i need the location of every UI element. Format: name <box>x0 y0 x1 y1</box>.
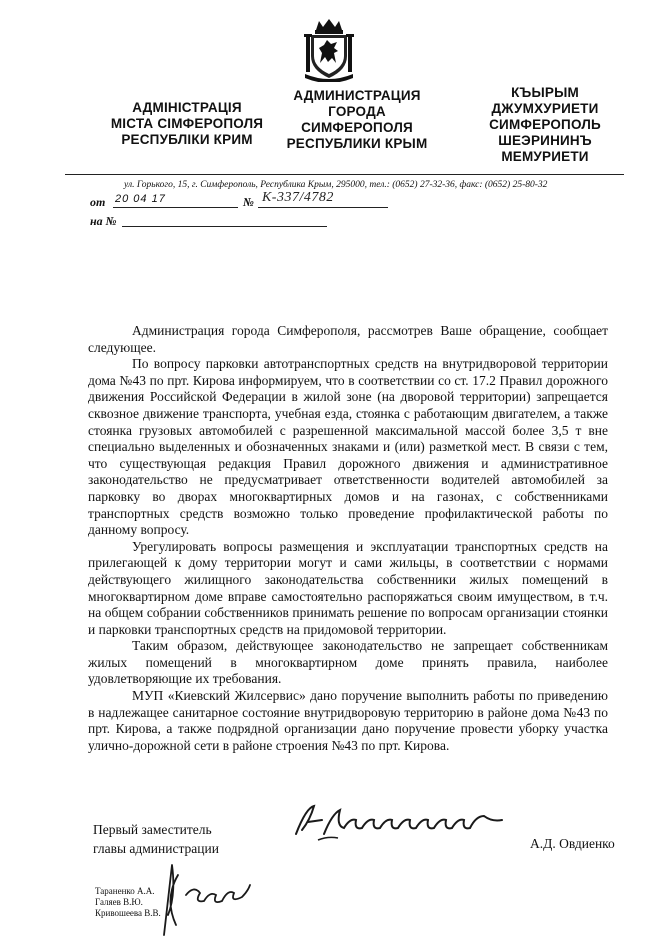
signatory-name: А.Д. Овдиенко <box>530 836 615 851</box>
reference-label: на № <box>90 214 117 228</box>
org-uk-line: АДМІНІСТРАЦІЯ <box>132 100 242 115</box>
org-name-ukrainian <box>92 100 282 148</box>
signatory-title-line: главы администрации <box>93 841 219 856</box>
body-paragraph: Администрация города Симферополя, рассмотрев Ваше обращение, сообщает следующее. <box>88 323 608 355</box>
handwritten-signature <box>288 800 523 845</box>
org-ru-line: АДМИНИСТРАЦИЯ <box>293 88 421 103</box>
body-paragraph: Таким образом, действующее законодательство не запрещает собственникам жилых помещений в многоквартирном доме принять правила, наиболее удовлетворяющие их требования. <box>88 638 608 687</box>
org-ru-line: ГОРОДА <box>328 104 386 119</box>
letter-body <box>88 323 608 754</box>
initials-signature <box>134 855 254 937</box>
executor-name: Галяев В.Ю. <box>95 897 143 907</box>
org-crh-line: ШЕЭРИНИНЪ <box>498 133 592 148</box>
org-address: ул. Горького, 15, г. Симферополь, Республика Крым, 295000, тел.: (0652) 27-32-36, факс: (0652) 25-80-32 <box>124 180 548 190</box>
org-uk-line: МІСТА СІМФЕРОПОЛЯ <box>110 116 264 131</box>
header-divider <box>65 174 624 175</box>
signatory-title-line: Первый заместитель <box>93 822 212 837</box>
org-crh-line: ДЖУМХУРИЕТИ <box>491 101 599 116</box>
org-ru-line: СИМФЕРОПОЛЯ <box>301 120 413 135</box>
reference-line <box>122 226 327 227</box>
executor-name: Тараненко А.А. <box>95 886 155 896</box>
number-label: № <box>243 195 254 209</box>
org-crh-line: СИМФЕРОПОЛЬ <box>489 117 601 132</box>
date-label: от <box>90 195 106 209</box>
body-paragraph: Урегулировать вопросы размещения и эксплуатации транспортных средств на прилегающей к дому территории могут и сами жильцы, в соответствии с нормами действующего жилищного законодательства собственники жилых помещений в многоквартирном доме вправе самостоятельно распоряжаться своим имуществом, в т.ч. на общем собрании собственников принимать решение по вопросам организации стоянки и парковки транспортных средств на придомовой территории. <box>88 538 608 637</box>
number-value: К-337/4782 <box>258 190 388 208</box>
coat-of-arms-icon <box>303 18 355 82</box>
body-paragraph: МУП «Киевский Жилсервис» дано поручение выполнить работы по приведению в надлежащее санитарное состояние внутридворовую территорию в районе дома №43 по прт. Кирова, а также подрядной организации дано поручение провести уборку участка улично-дорожной сети в районе строения №43 по прт. Кирова. <box>88 688 608 753</box>
date-value: 20 04 17 <box>113 193 238 208</box>
org-name-russian <box>268 88 446 152</box>
signatory-title <box>93 820 219 858</box>
org-uk-line: РЕСПУБЛІКИ КРИМ <box>121 132 253 147</box>
org-crh-line: МЕМУРИЕТИ <box>501 149 589 164</box>
org-crh-line: КЪЫРЫМ <box>511 85 579 100</box>
body-paragraph: По вопросу парковки автотранспортных средств на внутридворовой территории дома №43 по прт. Кирова информируем, что в соответствии со ст. 17.2 Правил дорожного движения Российской Федерации в жилой зоне (на дворовой территории) запрещается сквозное движение транспорта, учебная езда, стоянка с работающим двигателем, а также стоянка грузовых автомобилей с разрешенной максимальной массой более 3,5 т вне специально выделенных и обозначенных знаками и (или) разметкой мест. В связи с тем, что существующая редакция Правил дорожного движения и административное законодательство не предусматривает ответственности водителей автомобилей за парковку во дворах многоквартирных домов и на газонах, с собственниками транспортных средств возможно только проведение профилактической работы по данному вопросу. <box>88 356 608 538</box>
org-name-crimean-tatar <box>470 85 620 165</box>
org-ru-line: РЕСПУБЛИКИ КРЫМ <box>286 136 428 151</box>
executor-name: Кривошеева В.В. <box>95 908 161 918</box>
